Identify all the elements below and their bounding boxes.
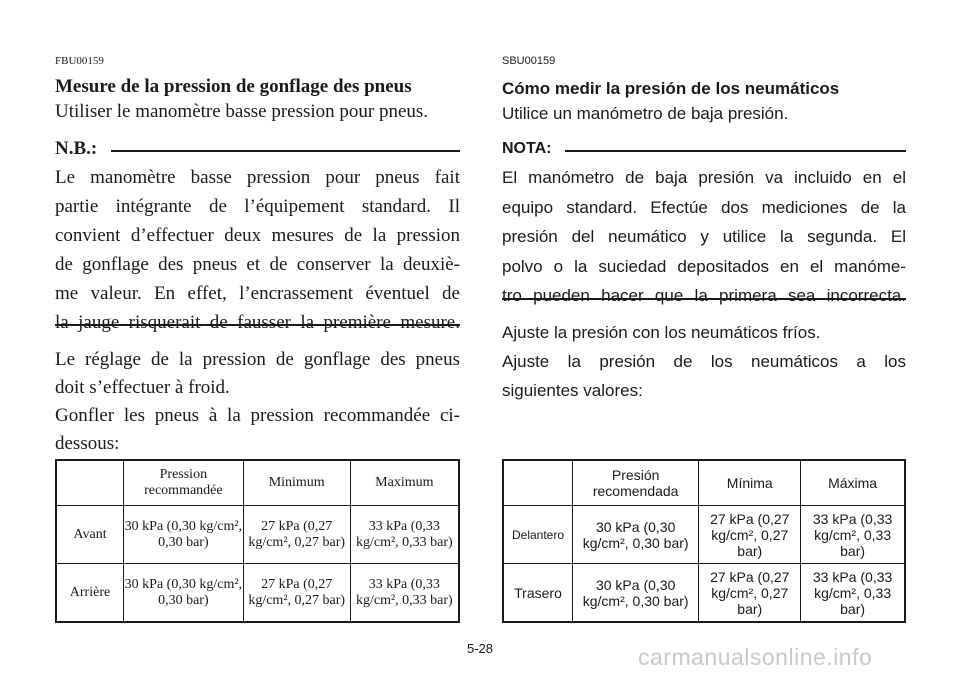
table-cell: 27 kPa (0,27 kg/cm², 0,27 bar) xyxy=(243,564,350,623)
intro-text: Utilice un manómetro de baja presión. xyxy=(502,104,789,123)
pressure-table xyxy=(55,459,460,623)
note-end-rule xyxy=(55,324,460,326)
table-cell: 30 kPa (0,30 kg/cm², 0,30 bar) xyxy=(124,506,244,564)
note-rule xyxy=(111,150,460,152)
para-line: siguientes valores: xyxy=(502,381,643,400)
watermark: carmanualsonline.info xyxy=(638,644,873,670)
table-row xyxy=(56,564,459,623)
note-end-rule xyxy=(502,298,906,300)
table-row xyxy=(56,506,459,564)
table-cell: 33 kPa (0,33 kg/cm², 0,33 bar) xyxy=(801,564,905,623)
note-line: la jauge risquerait de fausser la première mesure. xyxy=(55,312,460,333)
header-cell: Minimum xyxy=(243,460,350,506)
header-cell: Maximum xyxy=(350,460,459,506)
table-cell: 30 kPa (0,30 kg/cm², 0,30 bar) xyxy=(573,506,699,564)
table-cell: 27 kPa (0,27 kg/cm², 0,27 bar) xyxy=(699,564,801,623)
para-line: doit s’effectuer à froid. xyxy=(55,377,230,398)
table-row xyxy=(503,564,905,623)
note-body xyxy=(502,163,906,311)
para-line: Le réglage de la pression de gonflage des pneus xyxy=(55,349,460,370)
note-label: NOTA: xyxy=(502,140,552,157)
note-body xyxy=(55,163,460,337)
page-number: 5-28 xyxy=(466,641,494,656)
para-line: Ajuste la presión con los neumáticos fríos. xyxy=(502,323,821,342)
instructions xyxy=(502,318,906,405)
pressure-table xyxy=(502,459,906,623)
section-title: Mesure de la pression de gonflage des pneus xyxy=(55,76,412,97)
table-cell: 33 kPa (0,33 kg/cm², 0,33 bar) xyxy=(801,506,905,564)
table-header-row xyxy=(56,460,459,506)
note-line: polvo o la suciedad depositados en el manóme- xyxy=(502,256,906,276)
note-line: El manómetro de baja presión va incluido en el xyxy=(502,168,906,187)
instructions xyxy=(55,346,460,458)
para-line: Ajuste la presión de los neumáticos a los xyxy=(502,352,906,371)
note-line: Le manomètre basse pression pour pneus fait xyxy=(55,167,460,188)
header-cell: Presión recomendada xyxy=(573,460,699,506)
section-title: Cómo medir la presión de los neumáticos xyxy=(502,79,840,98)
table-cell: 30 kPa (0,30 kg/cm², 0,30 bar) xyxy=(124,564,244,623)
para-line: Gonfler les pneus à la pression recommandée ci- xyxy=(55,405,460,426)
row-label: Delantero xyxy=(503,506,573,564)
note-line: partie intégrante de l’équipement standard. Il xyxy=(55,196,460,217)
table-cell: 30 kPa (0,30 kg/cm², 0,30 bar) xyxy=(573,564,699,623)
row-label: Avant xyxy=(56,506,124,564)
note-header xyxy=(502,136,906,162)
table-cell: 27 kPa (0,27 kg/cm², 0,27 bar) xyxy=(699,506,801,564)
intro-text: Utiliser le manomètre basse pression pour pneus. xyxy=(55,101,429,122)
table-row xyxy=(503,506,905,564)
note-rule xyxy=(565,150,906,152)
note-line: presión del neumático y utilice la segunda. El xyxy=(502,227,906,246)
section-code: FBU00159 xyxy=(55,55,104,67)
header-cell xyxy=(56,460,124,506)
table-cell: 27 kPa (0,27 kg/cm², 0,27 bar) xyxy=(243,506,350,564)
header-cell xyxy=(503,460,573,506)
note-line: convient d’effectuer deux mesures de la pression xyxy=(55,225,460,246)
table-cell: 33 kPa (0,33 kg/cm², 0,33 bar) xyxy=(350,506,459,564)
table-header-row xyxy=(503,460,905,506)
row-label: Arrière xyxy=(56,564,124,623)
note-label: N.B.: xyxy=(55,138,98,159)
header-cell: Mínima xyxy=(699,460,801,506)
header-cell: Máxima xyxy=(801,460,905,506)
section-code: SBU00159 xyxy=(502,55,556,67)
note-header xyxy=(55,136,460,162)
note-line: equipo standard. Efectúe dos mediciones de la xyxy=(502,197,906,217)
note-line: tro pueden hacer que la primera sea incorrecta. xyxy=(502,286,906,305)
table-cell: 33 kPa (0,33 kg/cm², 0,33 bar) xyxy=(350,564,459,623)
note-line: me valeur. En effet, l’encrassement éventuel de xyxy=(55,283,460,304)
header-cell: Pression recommandée xyxy=(124,460,244,506)
row-label: Trasero xyxy=(503,564,573,623)
note-line: de gonflage des pneus et de conserver la deuxiè- xyxy=(55,254,460,275)
para-line: dessous: xyxy=(55,433,120,454)
